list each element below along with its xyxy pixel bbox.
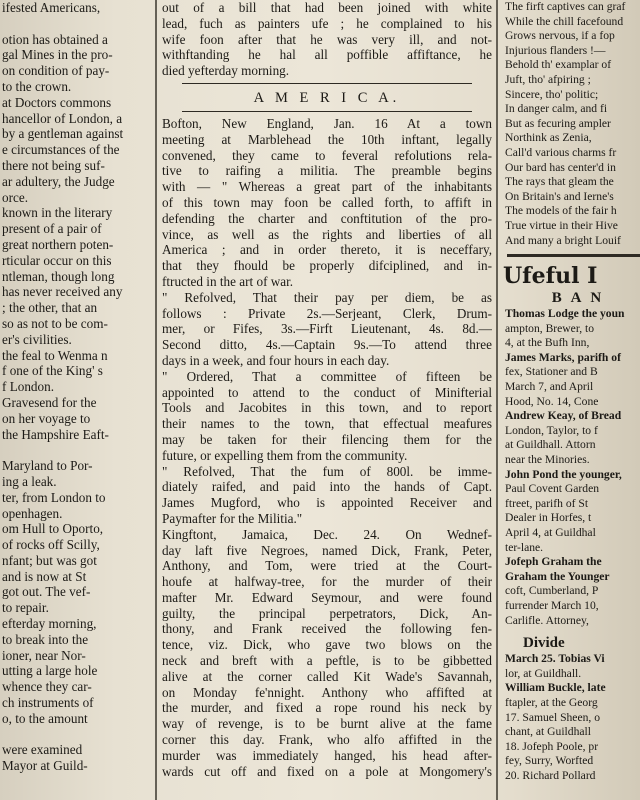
left-column (0, 0, 150, 800)
text-line: so as not to be com- (2, 315, 108, 331)
text-line: gal Mines in the pro- (2, 47, 113, 63)
text-line: er's civilities. (2, 331, 72, 347)
poem-line: True virtue in their Hive (505, 218, 618, 232)
text-line: days in a week, and four hours in each day. (162, 352, 390, 368)
list-item: April 4, at Guildhal (505, 526, 596, 539)
text-line: lead, fuch as painters ufe ; he complained to his (162, 15, 492, 31)
list-item: near the Minories. (505, 453, 590, 467)
middle-column (162, 0, 492, 800)
text-line: hancellor of London, a (2, 110, 123, 126)
text-line: houfe at halfway-tree, for the murder of their (162, 574, 492, 590)
text-line: o, to the amount (2, 710, 88, 726)
text-line: wife foon after that he was very ill, and not- (162, 31, 492, 47)
text-line: may be taken for their filencing them for the (162, 431, 492, 447)
text-line: withftanding he hal all poffible affiftance, he (162, 47, 492, 63)
text-line: mer, or Fifes, 3s.—Firft Lieutenant, 4s. 8d.— (162, 321, 492, 337)
text-line: orce. (2, 189, 28, 205)
text-line: nfant; but was got (2, 552, 97, 568)
text-line: on Monday fe'nnight. Anthony who affifted at (162, 684, 492, 700)
text-line: died yefterday morning. (162, 63, 290, 79)
text-line: with — " Whereas a great part of the inhabitants (162, 179, 492, 195)
text-line: otion has obtained a (2, 31, 108, 47)
list-item: furrender March 10, (505, 598, 599, 612)
text-line: got out. The vef- (2, 584, 91, 600)
list-item: Andrew Keay, of Bread (505, 409, 622, 423)
poem-line: But as fecuring ampler (505, 116, 611, 130)
text-line: ter, from London to (2, 489, 106, 505)
text-line (0, 16, 150, 32)
list-item: fex, Stationer and B (505, 365, 598, 379)
text-line: efterday morning, (2, 616, 97, 632)
text-line: utting a large hole (2, 663, 98, 679)
list-item: 18. Jofeph Poole, pr (505, 739, 599, 753)
text-line: follows : Private 2s.—Serjeant, Clerk, Drum- (162, 305, 492, 321)
text-line: diately raifed, and paid into the hands of Capt. (162, 479, 492, 495)
text-line: tive to raifing a militia. The preamble begins (162, 163, 492, 179)
text-line: mafter Mr. Edward Seymour, and were found (162, 589, 492, 605)
poem-line: Call'd various charms fr (505, 145, 617, 159)
text-line: ntleman, though long (2, 268, 115, 284)
text-line: at Doctors commons (2, 94, 112, 110)
text-line: Gravesend for the (2, 394, 97, 410)
text-line: on her voyage to (2, 410, 91, 426)
text-line: and is now at St (2, 568, 87, 584)
poem-line: On Britain's and Ierne's (505, 189, 614, 203)
section-divider (182, 111, 472, 112)
list-item: 17. Samuel Sheen, o (505, 710, 600, 724)
text-line: e circumstances of the (2, 142, 120, 158)
list-item: Paul Covent Garden (505, 482, 600, 496)
text-line: thony, and Frank received the following fen- (162, 621, 492, 637)
poem-line: Juft, tho' afpiring ; (505, 72, 591, 86)
column-rule-left (155, 0, 157, 800)
text-line: defending the charter and conftitution of the pro- (162, 210, 492, 226)
text-line: ar adultery, the Judge (2, 173, 115, 189)
text-line: " Ordered, That a committee of fifteen be (162, 368, 492, 384)
text-line: whence they car- (2, 679, 92, 695)
text-line: America ; and in order thereto, it is neceffary, (162, 242, 492, 258)
poem-line: Injurious flanders !— (505, 43, 606, 57)
list-item: ftapler, at the Georg (505, 695, 598, 709)
america-article (162, 116, 492, 779)
section-divider (182, 83, 472, 84)
text-line: the Hampshire Eaft- (2, 426, 109, 442)
text-line: Bofton, New England, Jan. 16 At a town (162, 115, 492, 131)
poem-line: The firft captives can graf (505, 0, 626, 13)
text-line: known in the literary (2, 205, 113, 221)
text-line: ioner, near Nor- (2, 647, 86, 663)
text-line: neck and breft with a peftle, is to be gibbetted (162, 653, 492, 669)
text-line: alive at the corner called Kit Wade's Savannah, (162, 668, 492, 684)
poem-line: Behold th' examplar of (505, 58, 612, 72)
list-item: 20. Richard Pollard (505, 768, 596, 782)
text-line: meeting at Marblehead the 10th inftant, legally (162, 131, 492, 147)
list-item: lor, at Guildhall. (505, 666, 582, 680)
text-line: on condition of pay- (2, 63, 110, 79)
text-line: ifested Americans, (2, 0, 101, 15)
poem (503, 0, 640, 248)
text-line: James Mugford, who is appointed Receiver and (162, 495, 492, 511)
text-line: great northern poten- (2, 236, 114, 252)
text-line: wards cut off and fixed on a pole at Mongomery's (162, 763, 492, 779)
section-divider (507, 254, 640, 257)
text-line: Tools and Jacobites in this town, and to report (162, 400, 492, 416)
text-line: ; the other, that an (2, 300, 98, 316)
poem-line: The models of the fair h (505, 204, 617, 218)
text-line: there not being suf- (2, 157, 105, 173)
text-line (0, 727, 150, 743)
poem-line: The rays that gleam the (505, 175, 614, 189)
text-line: Second ditto, 4s.—Captain 9s.—To attend three (162, 337, 492, 353)
america-heading: A M E R I C A. (253, 89, 401, 106)
text-line: of rocks off Scilly, (2, 537, 100, 553)
text-line: guilty, the principal perpetrators, Dick, An- (162, 605, 492, 621)
right-column (503, 0, 640, 800)
text-line: day laft five Negroes, named Dick, Frank, Peter, (162, 542, 492, 558)
poem-line: Sincere, tho' politic; (505, 87, 599, 101)
text-line: convened, they came to feveral refolutions rela- (162, 147, 492, 163)
text-line: Maryland to Por- (2, 458, 93, 474)
text-line: their names to the town, that effectual meafures (162, 416, 492, 432)
text-line: vince, as well as the rights and liberties of all (162, 226, 492, 242)
text-line: rticular occur on this (2, 252, 112, 268)
list-item: Jofeph Graham the (505, 555, 602, 569)
text-line: were examined (2, 742, 83, 758)
list-item: coft, Cumberland, P (505, 584, 599, 598)
text-line: Anthony, and Tom, were tried at the Court- (162, 558, 492, 574)
text-line: that they fhould be properly difciplined, and in- (162, 258, 492, 274)
text-line: of this town may foon be called forth, to affift in (162, 194, 492, 210)
text-line: f one of the King' s (2, 363, 103, 379)
text-line: ing a leak. (2, 473, 57, 489)
list-item: William Buckle, late (505, 681, 606, 695)
list-item: fey, Surry, Worfted (505, 754, 594, 768)
dividends-list (503, 652, 640, 783)
poem-line: Northink as Zenia, (505, 131, 592, 145)
text-line (0, 442, 150, 458)
text-line: " Refolved, That their pay per diem, be as (162, 289, 492, 305)
list-item: London, Taylor, to f (505, 423, 598, 437)
poem-line: Grows nervous, if a fop (505, 29, 615, 43)
text-line: Kingftont, Jamaica, Dec. 24. On Wednef- (162, 526, 492, 542)
list-item: March 25. Tobias Vi (505, 652, 605, 666)
list-item: 4, at the Bufh Inn, (505, 336, 590, 350)
list-item: Thomas Lodge the youn (505, 307, 625, 321)
text-line: future, or expelling them from the community. (162, 447, 408, 463)
text-line: to break into the (2, 631, 89, 647)
poem-line: While the chill facefound (505, 14, 624, 28)
text-line: appointed to attend to the conduct of Minifterial (162, 384, 492, 400)
text-line: ch instruments of (2, 695, 94, 711)
text-line: " Refolved, That the fum of 800l. be imme- (162, 463, 492, 479)
middle-top-paragraph (162, 0, 492, 79)
list-item: James Marks, parifh of (505, 350, 621, 364)
text-line: has never received any (2, 284, 123, 300)
list-item: Dealer in Horfes, t (505, 511, 592, 525)
bankrupts-heading: B A N (551, 290, 605, 307)
text-line: om Hull to Oporto, (2, 521, 104, 537)
column-rule-right (496, 0, 498, 800)
text-line: out of a bill that had been joined with white (162, 0, 492, 15)
text-line: way of revenge, is to be burnt alive at the fame (162, 716, 492, 732)
poem-line: And many a bright Louif (505, 233, 621, 247)
text-line: present of a pair of (2, 221, 102, 237)
text-line: the feal to Wenma n (2, 347, 108, 363)
text-line: corner this day. Frank, who alfo affifted in the (162, 732, 492, 748)
text-line: by a gentleman against (2, 126, 124, 142)
poem-line: In danger calm, and fi (505, 102, 608, 116)
text-line: f London. (2, 379, 55, 395)
list-item: at Guildhall. Attorn (505, 438, 596, 452)
text-line: murder was immediately hanged, his head after- (162, 747, 492, 763)
list-item: chant, at Guildhall (505, 725, 591, 739)
poem-line: Our bard has center'd in (505, 160, 616, 174)
text-line: openhagen. (2, 505, 63, 521)
text-line: tence, viz. Dick, who gave two blows on the (162, 637, 492, 653)
text-line: to the crown. (2, 78, 72, 94)
text-line: the murder, and fixed a rope round his neck by (162, 700, 492, 716)
text-line: ftructed in the art of war. (162, 273, 294, 289)
list-item: Graham the Younger (505, 569, 610, 583)
list-item: John Pond the younger, (505, 467, 622, 481)
text-line: to repair. (2, 600, 49, 616)
list-item: ftreet, parifh of St (505, 496, 589, 510)
text-line: Mayor at Guild- (2, 758, 88, 774)
bankrupts-list (503, 307, 640, 628)
list-item: Hood, No. 14, Cone (505, 394, 599, 408)
list-item: ampton, Brewer, to (505, 321, 595, 335)
list-item: ter-lane. (505, 540, 544, 554)
list-item: March 7, and April (505, 380, 594, 394)
list-item: Carlifle. Attorney, (505, 613, 589, 627)
useful-heading: Ufeful I (503, 263, 598, 290)
dividends-heading: Divide (523, 635, 565, 652)
text-line: Paymafter for the Militia." (162, 510, 303, 526)
